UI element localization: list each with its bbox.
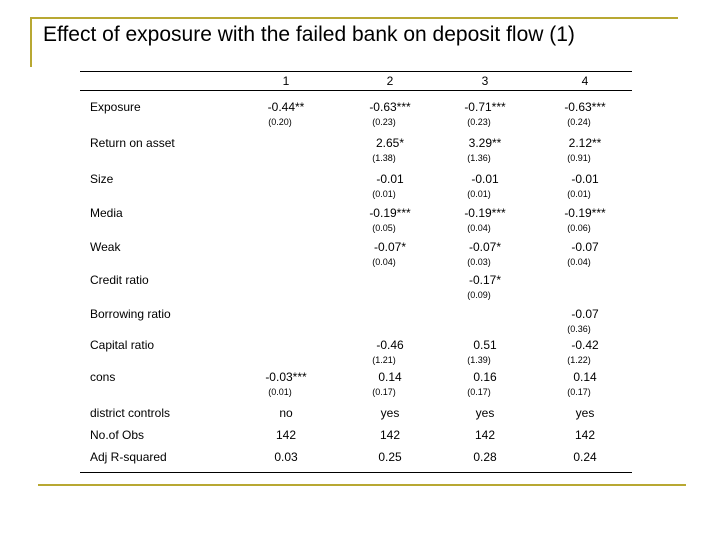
standard-error-cell: (0.01): [268, 387, 292, 397]
coefficient-cell: -0.44**: [267, 100, 305, 114]
coefficient-cell: -0.63***: [369, 100, 411, 114]
standard-error-cell: (0.20): [268, 117, 292, 127]
footer-row-label: No.of Obs: [90, 428, 145, 442]
column-header: 1: [282, 74, 290, 88]
coefficient-cell: -0.63***: [564, 100, 606, 114]
table-header-rule: [80, 90, 632, 91]
standard-error-cell: (0.91): [567, 153, 591, 163]
row-label: Borrowing ratio: [90, 307, 171, 321]
footer-value-cell: 0.03: [274, 450, 298, 464]
footer-value-cell: 142: [474, 428, 496, 442]
coefficient-cell: -0.07*: [373, 240, 407, 254]
coefficient-cell: -0.42: [571, 338, 599, 352]
row-label: Return on asset: [90, 136, 175, 150]
slide-left-rule: [30, 17, 32, 67]
coefficient-cell: 0.14: [573, 370, 597, 384]
row-label: Weak: [90, 240, 121, 254]
standard-error-cell: (0.03): [467, 257, 491, 267]
standard-error-cell: (0.04): [467, 223, 491, 233]
coefficient-cell: -0.01: [376, 172, 404, 186]
row-label: Exposure: [90, 100, 141, 114]
coefficient-cell: 0.16: [473, 370, 497, 384]
regression-table: [80, 68, 632, 474]
coefficient-cell: -0.19***: [369, 206, 411, 220]
coefficient-cell: -0.01: [471, 172, 499, 186]
coefficient-cell: -0.07: [571, 240, 599, 254]
standard-error-cell: (1.38): [372, 153, 396, 163]
slide-top-rule: [30, 17, 678, 19]
coefficient-cell: 2.65*: [375, 136, 405, 150]
coefficient-cell: 2.12**: [568, 136, 602, 150]
coefficient-cell: 0.51: [473, 338, 497, 352]
standard-error-cell: (0.01): [467, 189, 491, 199]
coefficient-cell: -0.07: [571, 307, 599, 321]
standard-error-cell: (0.17): [567, 387, 591, 397]
standard-error-cell: (0.01): [372, 189, 396, 199]
row-label: Size: [90, 172, 114, 186]
coefficient-cell: -0.01: [571, 172, 599, 186]
standard-error-cell: (0.36): [567, 324, 591, 334]
footer-value-cell: 142: [275, 428, 297, 442]
standard-error-cell: (1.22): [567, 355, 591, 365]
standard-error-cell: (0.24): [567, 117, 591, 127]
row-label: Capital ratio: [90, 338, 155, 352]
footer-value-cell: 142: [379, 428, 401, 442]
slide-title: Effect of exposure with the failed bank on deposit flow (1): [43, 23, 575, 46]
standard-error-cell: (0.17): [372, 387, 396, 397]
footer-value-cell: yes: [475, 406, 495, 420]
footer-row-label: district controls: [90, 406, 171, 420]
coefficient-cell: -0.17*: [468, 273, 502, 287]
standard-error-cell: (0.04): [567, 257, 591, 267]
standard-error-cell: (0.23): [467, 117, 491, 127]
footer-value-cell: no: [279, 406, 293, 420]
column-header: 3: [481, 74, 489, 88]
standard-error-cell: (1.21): [372, 355, 396, 365]
footer-value-cell: 142: [574, 428, 596, 442]
coefficient-cell: -0.19***: [564, 206, 606, 220]
coefficient-cell: -0.07*: [468, 240, 502, 254]
row-label: cons: [90, 370, 116, 384]
standard-error-cell: (0.04): [372, 257, 396, 267]
coefficient-cell: -0.19***: [464, 206, 506, 220]
coefficient-cell: -0.03***: [265, 370, 307, 384]
footer-row-label: Adj R-squared: [90, 450, 167, 464]
standard-error-cell: (0.01): [567, 189, 591, 199]
standard-error-cell: (0.23): [372, 117, 396, 127]
table-bottom-rule: [80, 472, 632, 473]
standard-error-cell: (1.36): [467, 153, 491, 163]
footer-value-cell: yes: [575, 406, 595, 420]
column-header: 2: [386, 74, 394, 88]
table-top-rule: [80, 71, 632, 72]
standard-error-cell: (1.39): [467, 355, 491, 365]
standard-error-cell: (0.17): [467, 387, 491, 397]
footer-value-cell: 0.25: [378, 450, 402, 464]
standard-error-cell: (0.06): [567, 223, 591, 233]
standard-error-cell: (0.05): [372, 223, 396, 233]
row-label: Credit ratio: [90, 273, 149, 287]
footer-value-cell: 0.24: [573, 450, 597, 464]
coefficient-cell: 0.14: [378, 370, 402, 384]
column-header: 4: [581, 74, 589, 88]
slide-bottom-rule: [38, 484, 686, 486]
standard-error-cell: (0.09): [467, 290, 491, 300]
footer-value-cell: yes: [380, 406, 400, 420]
coefficient-cell: -0.71***: [464, 100, 506, 114]
row-label: Media: [90, 206, 123, 220]
footer-value-cell: 0.28: [473, 450, 497, 464]
coefficient-cell: -0.46: [376, 338, 404, 352]
coefficient-cell: 3.29**: [468, 136, 502, 150]
